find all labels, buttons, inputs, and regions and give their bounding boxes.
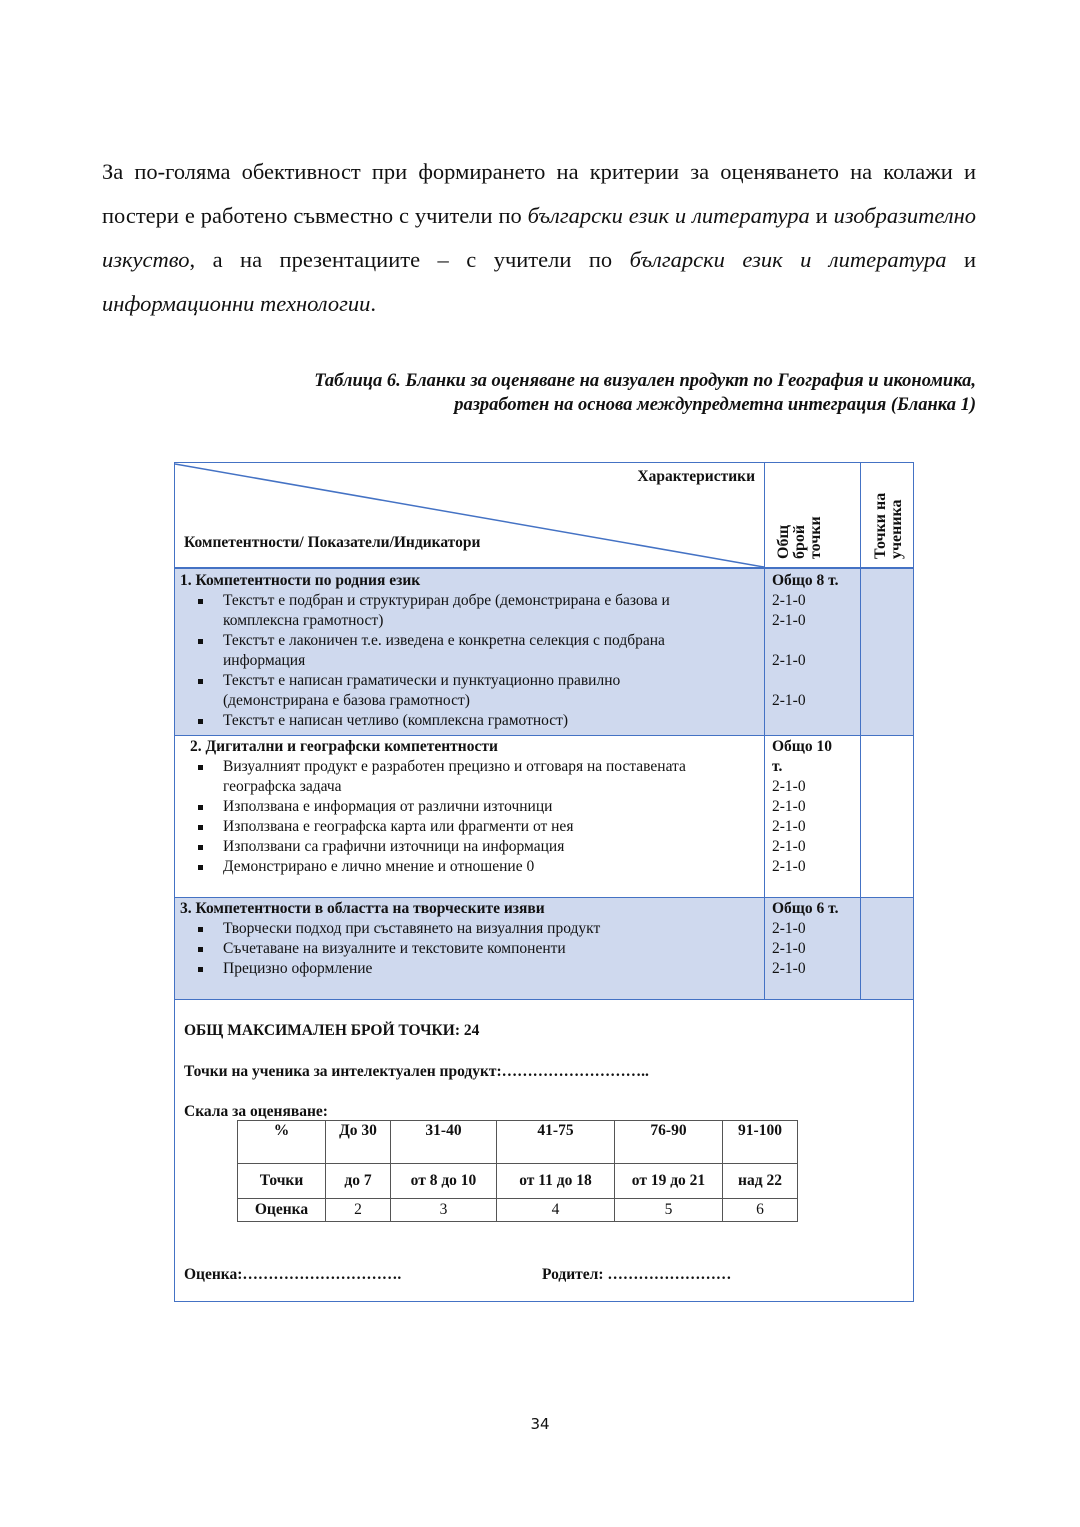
header-line: брой bbox=[791, 524, 808, 559]
caption-line: разработен на основа междупредметна интеграция (Бланка 1) bbox=[454, 395, 976, 415]
header-line: Точки на bbox=[872, 492, 889, 559]
cell: от 11 до 18 bbox=[497, 1164, 615, 1199]
text: . bbox=[370, 291, 377, 316]
italic-text: български език и литература bbox=[527, 203, 810, 228]
grading-scale-table bbox=[237, 1120, 798, 1222]
cell: Оценка bbox=[238, 1199, 326, 1222]
section-1 bbox=[180, 571, 760, 731]
max-points: ОБЩ МАКСИМАЛЕН БРОЙ ТОЧКИ: 24 bbox=[184, 1022, 480, 1039]
cell: 2 bbox=[326, 1199, 391, 1222]
cell: 4 bbox=[497, 1199, 615, 1222]
points-value: 2-1-0 bbox=[772, 838, 806, 855]
points-value: 2-1-0 bbox=[772, 818, 806, 835]
points-row bbox=[238, 1164, 798, 1199]
header-total-points bbox=[776, 516, 824, 559]
header-line: точки bbox=[807, 516, 824, 559]
header-characteristics: Характеристики bbox=[637, 468, 755, 485]
list-item: Текстът е лаконичен т.е. изведена е конкретна селекция с подбрана информация bbox=[180, 631, 723, 671]
header-line: ученика bbox=[888, 499, 905, 559]
list-item: Използвани са графични източници на информация bbox=[180, 837, 723, 857]
points-value: 2-1-0 bbox=[772, 612, 806, 629]
list-item: Текстът е подбран и структуриран добре (демонстрирана е базова и комплексна грамотност) bbox=[180, 591, 723, 631]
list-item: Използвана е географска карта или фрагменти от нея bbox=[180, 817, 723, 837]
cell: Точки bbox=[238, 1164, 326, 1199]
page-number: 34 bbox=[530, 1415, 550, 1433]
section-total: Общо 10 т. bbox=[772, 738, 833, 775]
section-title: 2. Дигитални и географски компетентности bbox=[190, 738, 498, 755]
text: , а на презентациите – с учители по bbox=[189, 247, 630, 272]
cell: % bbox=[238, 1121, 326, 1164]
points-value: 2-1-0 bbox=[772, 920, 806, 937]
points-value: 2-1-0 bbox=[772, 692, 806, 709]
points-value: 2-1-0 bbox=[772, 960, 806, 977]
cell: 31-40 bbox=[391, 1121, 497, 1164]
body-paragraph bbox=[102, 150, 976, 326]
italic-text: български език и литература bbox=[629, 247, 947, 272]
cell: 91-100 bbox=[723, 1121, 798, 1164]
header-student-points bbox=[873, 493, 905, 559]
italic-text: информационни технологии bbox=[102, 291, 371, 316]
section-title: 1. Компетентности по родния език bbox=[180, 572, 421, 589]
grade-line: Оценка:…………………………. bbox=[184, 1266, 402, 1283]
assessment-form-table bbox=[174, 462, 914, 1302]
grade-row bbox=[238, 1199, 798, 1222]
student-points-line: Точки на ученика за интелектуален продукт:……………………….. bbox=[184, 1063, 649, 1080]
italic-text: изобразително изкуство bbox=[102, 203, 977, 272]
scale-label: Скала за оценяване: bbox=[184, 1103, 328, 1120]
parent-line: Родител: …………………… bbox=[542, 1266, 732, 1283]
caption-line: Таблица 6. Бланки за оценяване на визуален продукт по География и икономика, bbox=[314, 371, 976, 391]
divider bbox=[175, 999, 913, 1000]
list-item: Използвана е информация от различни източници bbox=[180, 797, 723, 817]
text: и bbox=[809, 203, 834, 228]
list-item: Прецизно оформление bbox=[180, 959, 723, 979]
text: и bbox=[946, 247, 976, 272]
cell: 76-90 bbox=[615, 1121, 723, 1164]
list-item: Демонстрирано е лично мнение и отношение 0 bbox=[180, 857, 723, 877]
table-caption bbox=[176, 369, 976, 417]
list-item: Текстът е написан четливо (комплексна грамотност) bbox=[180, 711, 723, 731]
list-item: Творчески подход при съставянето на визуалния продукт bbox=[180, 919, 723, 939]
cell: До 30 bbox=[326, 1121, 391, 1164]
cell: от 8 до 10 bbox=[391, 1164, 497, 1199]
section-total: Общо 8 т. bbox=[772, 572, 839, 589]
list-item: Визуалният продукт е разработен прецизно и отговаря на поставената географска задача bbox=[180, 757, 723, 797]
points-value: 2-1-0 bbox=[772, 940, 806, 957]
points-value: 2-1-0 bbox=[772, 592, 806, 609]
section-1-points bbox=[772, 571, 838, 711]
cell: над 22 bbox=[723, 1164, 798, 1199]
cell: 3 bbox=[391, 1199, 497, 1222]
cell: до 7 bbox=[326, 1164, 391, 1199]
points-value: 2-1-0 bbox=[772, 798, 806, 815]
section-2 bbox=[180, 737, 760, 877]
cell: от 19 до 21 bbox=[615, 1164, 723, 1199]
percent-row bbox=[238, 1121, 798, 1164]
divider bbox=[860, 463, 861, 1000]
cell: 41-75 bbox=[497, 1121, 615, 1164]
cell: 5 bbox=[615, 1199, 723, 1222]
cell: 6 bbox=[723, 1199, 798, 1222]
header-line: Общ bbox=[775, 525, 792, 559]
divider bbox=[175, 735, 913, 736]
points-value: 2-1-0 bbox=[772, 652, 806, 669]
section-3 bbox=[180, 899, 760, 979]
header-competences: Компетентности/ Показатели/Индикатори bbox=[184, 534, 481, 551]
section-total: Общо 6 т. bbox=[772, 900, 839, 917]
points-value: 2-1-0 bbox=[772, 858, 806, 875]
points-value: 2-1-0 bbox=[772, 778, 806, 795]
section-3-points bbox=[772, 899, 838, 979]
divider bbox=[175, 897, 913, 898]
section-title: 3. Компетентности в областта на творческите изяви bbox=[180, 900, 545, 917]
list-item: Текстът е написан граматически и пунктуационно правилно (демонстрирана е базова грамотност) bbox=[180, 671, 723, 711]
list-item: Съчетаване на визуалните и текстовите компоненти bbox=[180, 939, 723, 959]
section-2-points bbox=[772, 737, 842, 877]
text: За по-голяма обективност при формирането на критерии за оценяването на колажи и постери е работено съвместно с учители по bbox=[102, 159, 976, 228]
